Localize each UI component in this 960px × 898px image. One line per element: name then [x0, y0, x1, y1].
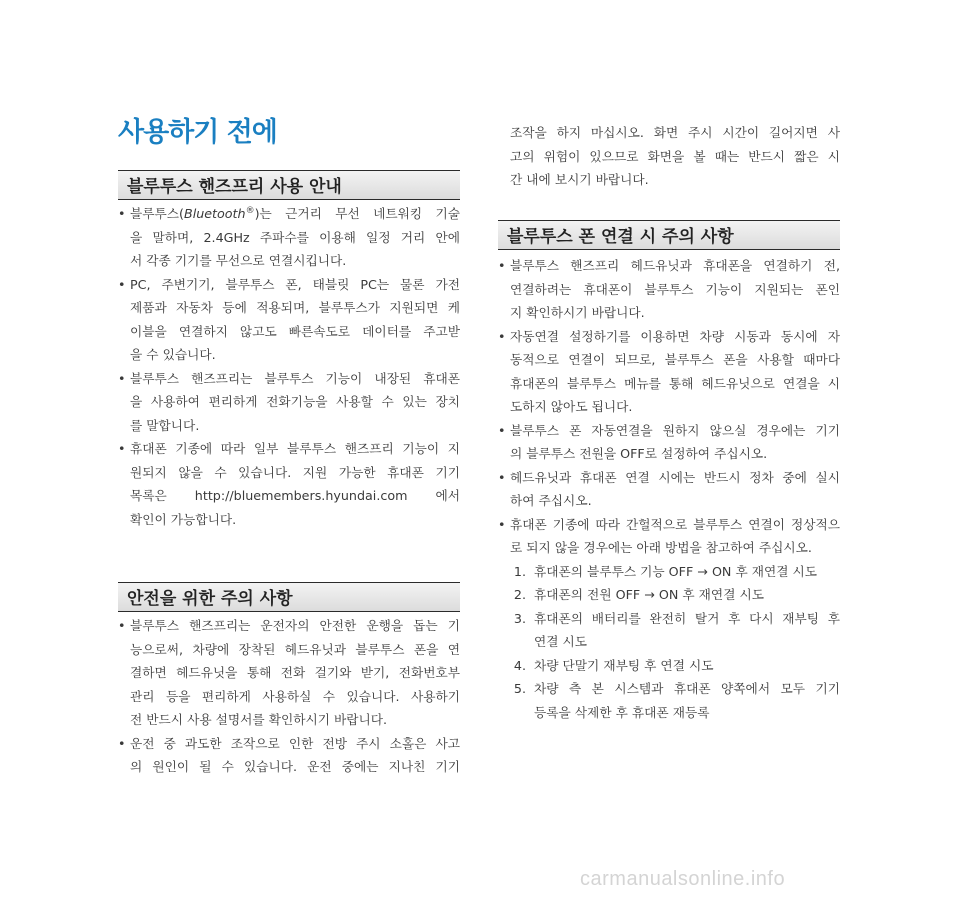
bullet-icon: •	[498, 258, 506, 273]
step-item: 5. 차량 측 본 시스템과 휴대폰 양쪽에서 모두 기기 등록을 삭제한 후 휴대폰 재등록	[513, 681, 840, 720]
watermark: carmanualsonline.info	[580, 868, 786, 890]
step-item: 3. 휴대폰의 배터리를 완전히 탈거 후 다시 재부팅 후 연결 시도	[513, 610, 840, 649]
list-item: • 블루투스 핸즈프리 헤드유닛과 휴대폰을 연결하기 전, 연결하려는 휴대폰이 블루투스 기능이 지원되는 폰인 지 확인하시기 바랍니다.	[498, 254, 840, 325]
section-heading-bluetooth-intro: 블루투스 핸즈프리 사용 안내	[118, 170, 460, 200]
intro-bullet-list	[118, 202, 460, 531]
list-item: • PC, 주변기기, 블루투스 폰, 태블릿 PC는 물론 가전 제품과 자동차 등에 적용되며, 블루투스가 지원되면 케 이블을 연결하지 않고도 빠른속도로 데이터를 주고받 을 수 있습니다.	[118, 273, 460, 367]
list-item: • 운전 중 과도한 조작으로 인한 전방 주시 소홀은 사고 의 원인이 될 수 있습니다. 운전 중에는 지나친 기기	[118, 732, 460, 779]
list-item: • 자동연결 설정하기를 이용하면 차량 시동과 동시에 자 동적으로 연결이 되므로, 블루투스 폰을 사용할 때마다 휴대폰의 블루투스 메뉴를 통해 헤드유닛으로 연결을 시 도하지 않아도 됩니다.	[498, 325, 840, 419]
bullet-icon: •	[118, 370, 126, 386]
bullet-icon: •	[498, 328, 506, 344]
list-item: • 휴대폰 기종에 따라 간헐적으로 블루투스 연결이 정상적으 로 되지 않을 경우에는 아래 방법을 참고하여 주십시오.	[498, 513, 840, 560]
step-item: 4. 차량 단말기 재부팅 후 연결 시도	[513, 657, 714, 673]
bullet-icon: •	[498, 422, 506, 438]
bullet-icon: •	[118, 735, 126, 751]
safety-bullet-continuation: 조작을 하지 마십시오. 화면 주시 시간이 길어지면 사 고의 위험이 있으므로 화면을 볼 때는 반드시 짧은 시 간 내에 보시기 바랍니다.	[510, 125, 840, 187]
bullet-icon: •	[498, 516, 506, 532]
section-heading-phone-connection: 블루투스 폰 연결 시 주의 사항	[498, 220, 840, 250]
registered-mark: ®	[245, 205, 255, 216]
list-item: • 블루투스(Bluetooth®)는 근거리 무선 네트워킹 기술 을 말하며, 2.4GHz 주파수를 이용해 일정 거리 안에 서 각종 기기를 무선으로 연결시킵니다.	[118, 202, 460, 273]
bullet-icon: •	[498, 469, 506, 485]
bullet-icon: •	[118, 618, 126, 633]
troubleshooting-steps	[498, 560, 840, 725]
bullet-icon: •	[118, 441, 126, 456]
list-item: • 블루투스 핸즈프리는 운전자의 안전한 운행을 돕는 기 능으로써, 차량에 장착된 헤드유닛과 블루투스 폰을 연 결하면 헤드유닛을 통해 전화 걸기와 받기, 전화번호부 관리 등을 편리하게 사용하실 수 있습니다. 사용하기 전 반드시 사용 설명서를 확인하시기 바랍니다.	[118, 614, 460, 732]
safety-bullet-list	[118, 614, 460, 779]
bullet-icon: •	[118, 276, 126, 292]
list-item: • 헤드유닛과 휴대폰 연결 시에는 반드시 정차 중에 실시 하여 주십시오.	[498, 466, 840, 513]
list-item: • 블루투스 폰 자동연결을 원하지 않으실 경우에는 기기 의 블루투스 전원을 OFF로 설정하여 주십시오.	[498, 419, 840, 466]
list-item: • 블루투스 핸즈프리는 블루투스 기능이 내장된 휴대폰 을 사용하여 편리하게 전화기능을 사용할 수 있는 장치 를 말합니다.	[118, 367, 460, 438]
url-text: 목록은 http://bluemembers.hyundai.com 에서	[130, 488, 460, 503]
step-item: 1. 휴대폰의 블루투스 기능 OFF → ON 후 재연결 시도	[513, 563, 818, 579]
page-title: 사용하기 전에	[118, 117, 277, 148]
connection-bullet-list	[498, 254, 840, 724]
bullet-icon: •	[118, 206, 126, 221]
step-item: 2. 휴대폰의 전원 OFF → ON 후 재연결 시도	[513, 587, 764, 602]
section-heading-safety: 안전을 위한 주의 사항	[118, 582, 460, 612]
list-item: • 휴대폰 기종에 따라 일부 블루투스 핸즈프리 기능이 지 원되지 않을 수 있습니다. 지원 가능한 휴대폰 기기 목록은 http://bluemembers.hyundai.com 에서 확인이 가능합니다.	[118, 437, 460, 531]
